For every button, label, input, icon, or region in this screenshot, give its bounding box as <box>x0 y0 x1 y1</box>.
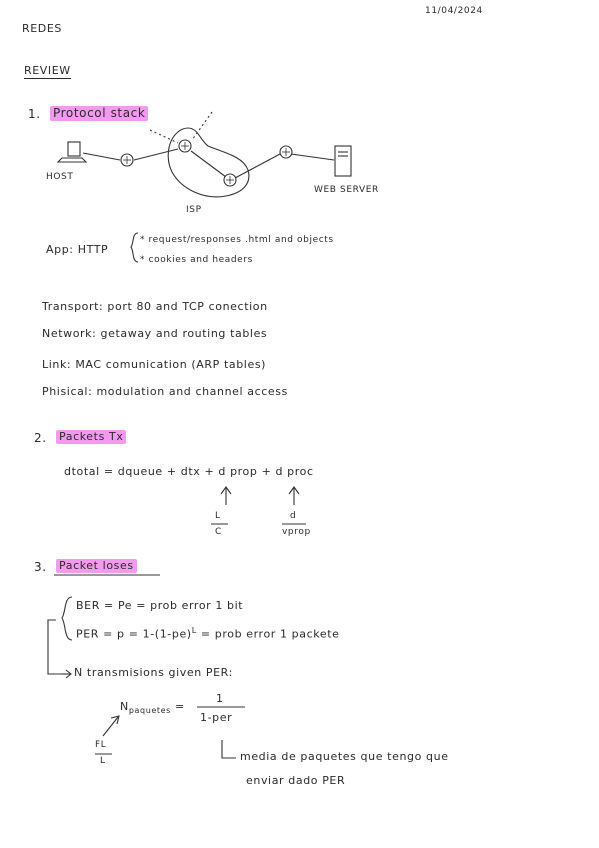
fl-denominator: L <box>100 756 106 766</box>
tx-denominator: C <box>215 527 222 537</box>
review-heading: REVIEW <box>24 64 71 77</box>
per-meaning: = prob error 1 packete <box>200 627 340 641</box>
date: 11/04/2024 <box>425 6 483 16</box>
transport-layer: Transport: port 80 and TCP conection <box>42 300 268 313</box>
prop-denominator: vprop <box>282 527 311 537</box>
fl-numerator: FL <box>95 740 107 750</box>
link-layer: Link: MAC comunication (ARP tables) <box>42 358 267 371</box>
section1-number: 1. <box>28 107 41 121</box>
per-formula: PER = p = 1-(1-pe) <box>76 627 192 641</box>
host-laptop-icon <box>58 142 86 162</box>
n-paquetes <box>120 700 185 715</box>
note-line-2: enviar dado PER <box>246 774 346 787</box>
transmissions-line: N transmisions given PER: <box>74 666 233 679</box>
paquetes-subscript: paquetes <box>128 706 171 716</box>
section1-title: Protocol stack <box>50 106 148 121</box>
equals-sign: = <box>175 700 185 713</box>
section3-number: 3. <box>34 560 47 574</box>
section2-number: 2. <box>34 431 47 445</box>
note-line-1: media de paquetes que tengo que <box>240 750 449 763</box>
isp-label: ISP <box>186 205 202 215</box>
n-symbol: N <box>120 700 129 713</box>
app-line-2: * cookies and headers <box>140 255 253 265</box>
app-line-1: * request/responses .html and objects <box>140 235 334 245</box>
tx-numerator: L <box>215 511 221 521</box>
per-definition <box>76 626 339 641</box>
section2-title: Packets Tx <box>56 430 126 444</box>
ber-definition: BER = Pe = prob error 1 bit <box>76 599 244 612</box>
prop-numerator: d <box>290 511 297 521</box>
subject-title: REDES <box>22 22 62 35</box>
app-label: App: HTTP <box>46 243 109 256</box>
physical-layer: Phisical: modulation and channel access <box>42 385 288 398</box>
web-server-icon <box>335 146 351 176</box>
delay-formula: dtotal = dqueue + dtx + d prop + d proc <box>64 465 314 478</box>
host-label: HOST <box>46 172 74 182</box>
section3-title: Packet loses <box>56 559 137 573</box>
network-layer: Network: getaway and routing tables <box>42 327 268 340</box>
per-exponent: L <box>191 626 197 635</box>
fraction-denominator: 1-per <box>200 711 233 724</box>
web-server-label: WEB SERVER <box>314 185 379 195</box>
fraction-numerator: 1 <box>216 692 224 705</box>
